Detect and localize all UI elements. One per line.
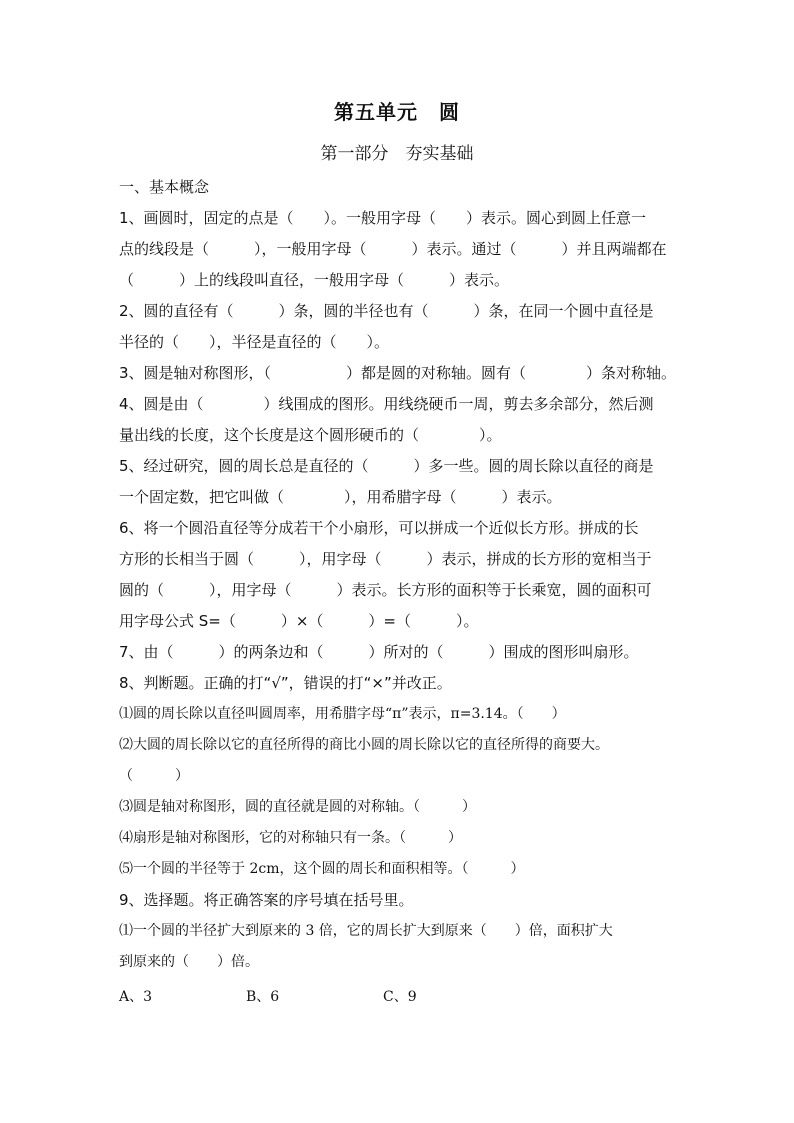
- question-7: 7、由（ ）的两条边和（ ）所对的（ ）围成的图形叫扇形。: [119, 643, 639, 661]
- judgement-2-line-1: ⑵大圆的周长除以它的直径所得的商比小圆的周长除以它的直径所得的商要大。: [119, 737, 609, 753]
- judgement-5: ⑸一个圆的半径等于 2cm，这个圆的周长和面积相等。（ ）: [119, 861, 525, 877]
- question-6-line-2: 方形的长相当于圆（ ），用字母（ ）表示，拼成的长方形的宽相当于: [119, 550, 652, 568]
- judgement-1: ⑴圆的周长除以直径叫圆周率，用希腊字母“π”表示，π=3.14。（ ）: [119, 706, 566, 722]
- question-4-line-2: 量出线的长度，这个长度是这个圆形硬币的（ ）。: [119, 426, 502, 444]
- question-6-line-3: 圆的（ ），用字母（ ）表示。长方形的面积等于长乘宽，圆的面积可: [119, 581, 652, 599]
- page-title: 第五单元 圆: [334, 100, 460, 124]
- question-5-line-1: 5、经过研究，圆的周长总是直径的（ ）多一些。圆的周长除以直径的商是: [119, 457, 654, 475]
- choice-1-line-2: 到原来的（ ）倍。: [119, 954, 259, 970]
- question-2-line-1: 2、圆的直径有（ ）条，圆的半径也有（ ）条，在同一个圆中直径是: [119, 302, 654, 320]
- choice-1-line-1: ⑴一个圆的半径扩大到原来的 3 倍，它的周长扩大到原来（ ）倍，面积扩大: [119, 923, 613, 939]
- judgement-2-line-2: （ ）: [119, 768, 189, 784]
- worksheet-body: [119, 172, 679, 1013]
- question-1-line-1: 1、画圆时，固定的点是（ ）。一般用字母（ ）表示。圆心到圆上任意一: [119, 209, 647, 227]
- option-b: B、6: [246, 989, 280, 1005]
- section-heading: 一、基本概念: [119, 178, 210, 196]
- question-6-line-4: 用字母公式 S=（ ）×（ ）=（ ）。: [119, 612, 479, 630]
- question-3: 3、圆是轴对称图形，（ ）都是圆的对称轴。圆有（ ）条对称轴。: [119, 364, 677, 382]
- question-4-line-1: 4、圆是由（ ）线围成的图形。用线绕硬币一周，剪去多余部分，然后测: [119, 395, 654, 413]
- page-subtitle: 第一部分 夯实基础: [320, 144, 474, 164]
- question-9-heading: 9、选择题。将正确答案的序号填在括号里。: [119, 891, 414, 909]
- question-1-line-2: 点的线段是（ ），一般用字母（ ）表示。通过（ ）并且两端都在: [119, 240, 667, 258]
- question-2-line-2: 半径的（ ），半径是直径的（ ）。: [119, 333, 390, 351]
- question-8-heading: 8、判断题。正确的打“√”，错误的打“×”并改正。: [119, 674, 452, 692]
- choice-options: [119, 982, 679, 1013]
- judgement-4: ⑷扇形是轴对称图形，它的对称轴只有一条。（ ）: [119, 830, 462, 846]
- option-a: A、3: [119, 989, 153, 1005]
- option-c: C、9: [383, 989, 417, 1005]
- question-6-line-1: 6、将一个圆沿直径等分成若干个小扇形，可以拼成一个近似长方形。拼成的长: [119, 519, 639, 537]
- question-5-line-2: 一个固定数，把它叫做（ ），用希腊字母（ ）表示。: [119, 488, 562, 506]
- judgement-3: ⑶圆是轴对称图形，圆的直径就是圆的对称轴。（ ）: [119, 799, 476, 815]
- question-1-line-3: （ ）上的线段叫直径，一般用字母（ ）表示。: [119, 271, 510, 289]
